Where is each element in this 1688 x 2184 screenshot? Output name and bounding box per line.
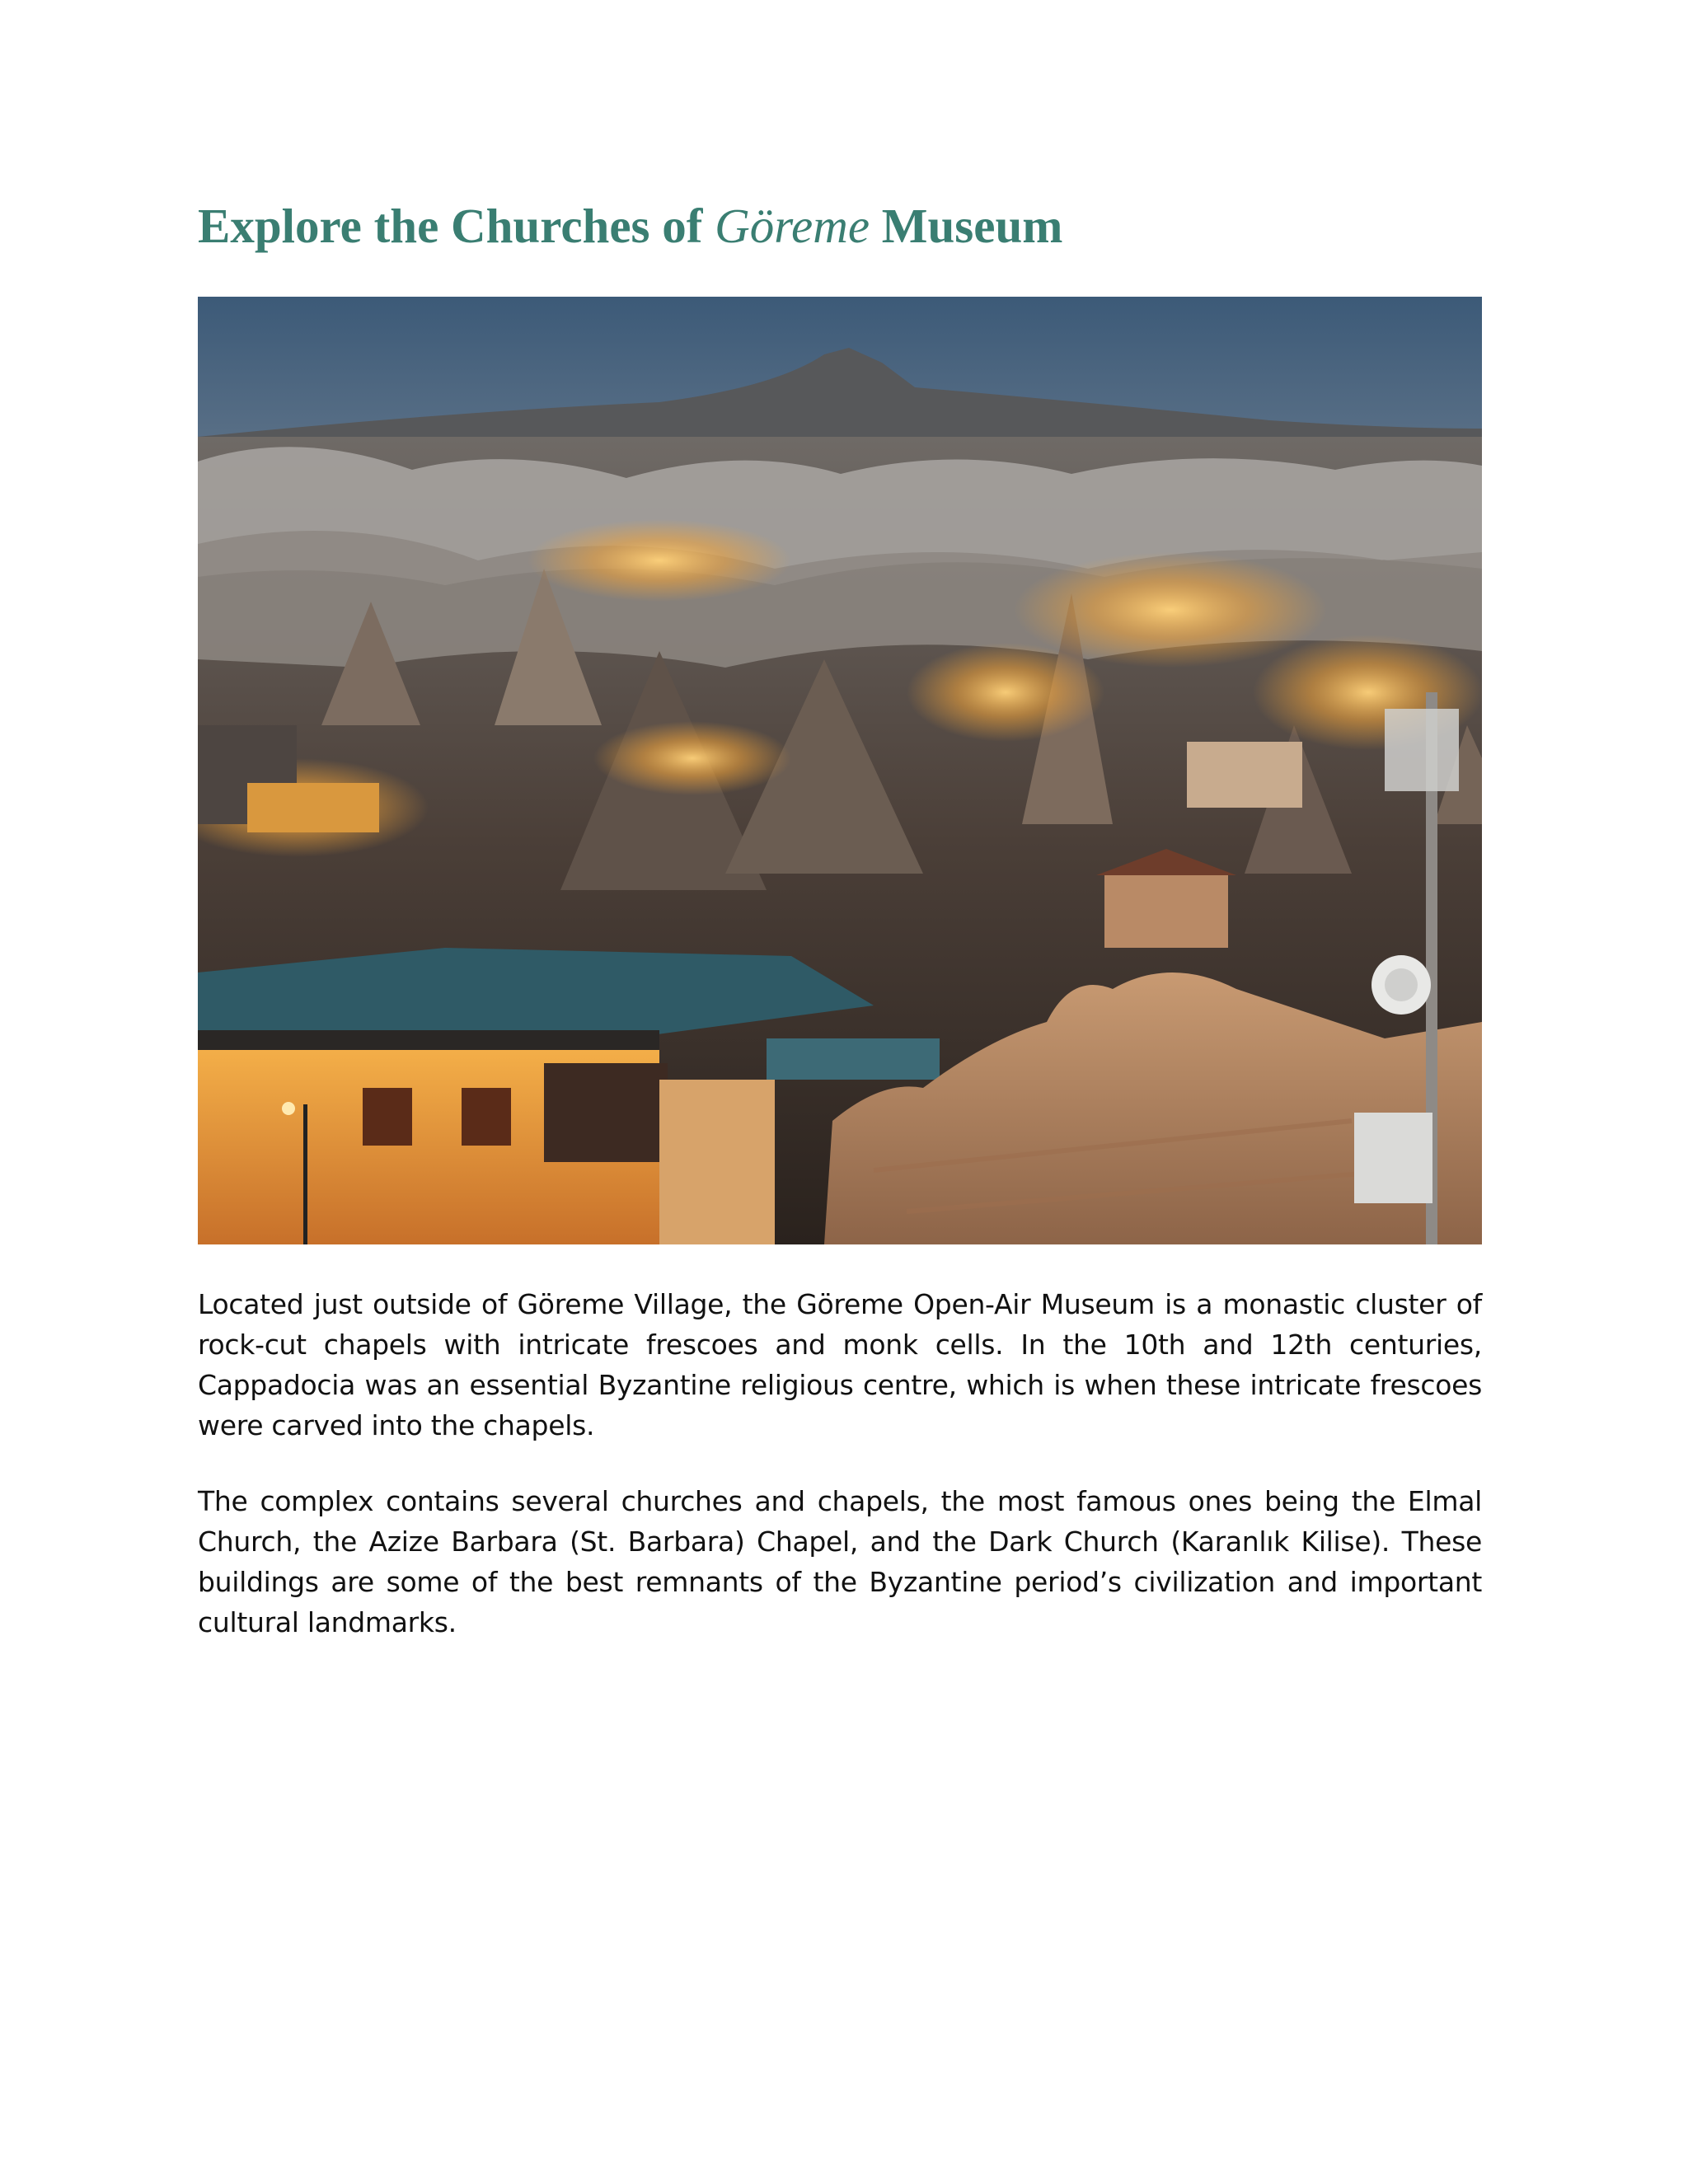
title-text-italic: Göreme bbox=[715, 199, 870, 253]
paragraph-2: The complex contains several churches and chapels, the most famous ones being the Elmal Church, the Azize Barbara (St. Barbara) Chapel, and the Dark Church (Karanlık Kilise). These buildings are some of the best remnants of the Byzantine period’s civilization and important cultural landmarks. bbox=[198, 1485, 1482, 1638]
title-text-end: Museum bbox=[870, 199, 1063, 253]
goreme-night-photo bbox=[198, 297, 1482, 1244]
page-title bbox=[198, 196, 1062, 255]
paragraph-1: Located just outside of Göreme Village, the Göreme Open-Air Museum is a monastic cluster of rock-cut chapels with intricate frescoes and monk cells. In the 10th and 12th centuries, Cappadocia was an essential Byzantine religious centre, which is when these intricate frescoes were carved into the chapels. bbox=[198, 1288, 1482, 1441]
title-text-start: Explore the Churches of bbox=[198, 199, 715, 253]
